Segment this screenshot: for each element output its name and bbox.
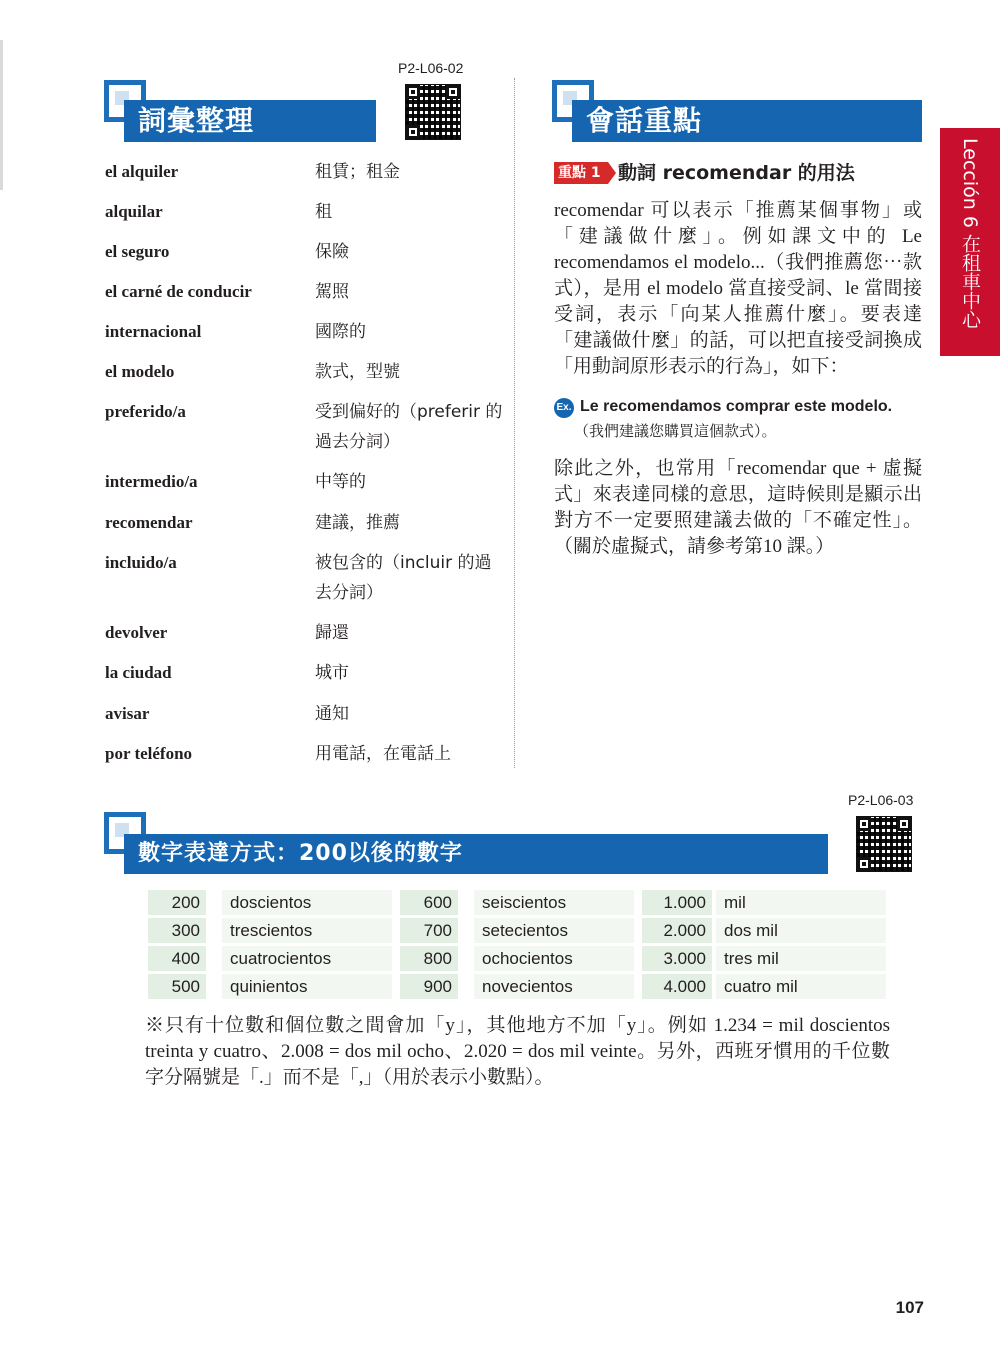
vocab-term: internacional [105,322,202,341]
example-translation: （我們建議您購買這個款式）。 [574,422,777,440]
number-word: cuatro mil [716,974,886,999]
number-word: dos mil [716,918,886,943]
lesson-side-tab [940,128,1000,356]
vocab-meaning: 歸還 [315,623,349,643]
vocab-term: alquilar [105,202,163,221]
vocab-meaning: 駕照 [315,282,349,302]
tip-badge: 重點 1 [554,162,608,184]
lesson-side-tab-label: Lección 6 在租車中心 [959,138,981,329]
vocab-term: preferido/a [105,402,186,421]
number-word: seiscientos [474,890,634,915]
vocab-term: el carné de conducir [105,282,252,301]
vocab-meaning: 用電話，在電話上 [315,744,451,764]
number-value: 300 [148,918,206,943]
number-value: 1.000 [642,890,712,915]
number-word: quinientos [222,974,392,999]
column-divider [514,78,515,768]
vocab-section-title: 詞彙整理 [124,100,376,142]
number-value: 800 [400,946,458,971]
vocab-meaning: 受到偏好的（preferir 的過去分詞） [315,402,503,452]
number-value: 3.000 [642,946,712,971]
tip-title: 動詞 recomendar 的用法 [618,162,855,184]
number-word: trescientos [222,918,392,943]
vocab-meaning: 國際的 [315,322,366,342]
number-word: doscientos [222,890,392,915]
number-value: 900 [400,974,458,999]
numbers-note: ※只有十位數和個位數之間會加「y」，其他地方不加「y」。例如 1.234 = mil doscientos treinta y cuatro、2.008 = dos mil ocho、2.020 = dos mil veinte。另外，西班牙慣用的千位數字分隔號是「.」而不是「,」（用於表示小數點）。 [145,1015,890,1088]
number-word: novecientos [474,974,634,999]
number-value: 400 [148,946,206,971]
number-word: tres mil [716,946,886,971]
vocab-audio-code: P2-L06-02 [398,60,464,76]
vocab-term: por teléfono [105,744,193,763]
vocab-term: el seguro [105,242,170,261]
vocab-term: intermedio/a [105,472,198,491]
number-word: ochocientos [474,946,634,971]
tip-additional-note: 除此之外，也常用「recomendar que + 虛擬式」來表達同樣的意思，這時候則是顯示出對方不一定要照建議去做的「不確定性」。（關於虛擬式，請參考第10 課。） [554,458,922,557]
vocab-term: devolver [105,623,168,642]
vocab-term: avisar [105,704,150,723]
vocab-meaning: 中等的 [315,472,366,492]
vocab-term: la ciudad [105,663,172,682]
vocab-meaning: 城市 [315,663,349,683]
example-sentence: Le recomendamos comprar este modelo. [580,398,893,415]
vocab-meaning: 保險 [315,242,349,262]
number-value: 500 [148,974,206,999]
number-value: 4.000 [642,974,712,999]
vocab-term: recomendar [105,513,193,532]
example-icon: Ex. [554,398,574,418]
number-word: mil [716,890,886,915]
page-edge-mark [0,40,3,190]
number-value: 700 [400,918,458,943]
number-word: setecientos [474,918,634,943]
page-number: 107 [895,1298,924,1317]
vocab-meaning: 款式，型號 [315,362,400,382]
numbers-qr-code-icon[interactable] [856,816,912,872]
number-value: 600 [400,890,458,915]
number-value: 2.000 [642,918,712,943]
vocab-term: el alquiler [105,162,179,181]
numbers-audio-code: P2-L06-03 [848,792,914,808]
conversation-section-title: 會話重點 [572,100,922,142]
vocab-meaning: 租 [315,202,332,222]
vocab-meaning: 通知 [315,704,349,724]
vocab-qr-code-icon[interactable] [405,84,461,140]
tip-explanation: recomendar 可以表示「推薦某個事物」或「建議做什麼」。例如課文中的 Le recomendamos el modelo...（我們推薦您⋯款式），是用 el modelo 當直接受詞、le 當間接受詞，表示「向某人推薦什麼」。要表達「建議做什麼」的話，可以把直接受詞換成「用動詞原形表示的行為」，如下： [554,200,922,377]
number-value: 200 [148,890,206,915]
vocab-meaning: 被包含的（incluir 的過去分詞） [315,553,492,603]
vocab-meaning: 租賃；租金 [315,162,400,182]
number-word: cuatrocientos [222,946,392,971]
vocab-meaning: 建議，推薦 [315,513,400,533]
numbers-section-title: 數字表達方式：200以後的數字 [124,834,828,874]
vocab-term: incluido/a [105,553,177,572]
vocab-term: el modelo [105,362,175,381]
